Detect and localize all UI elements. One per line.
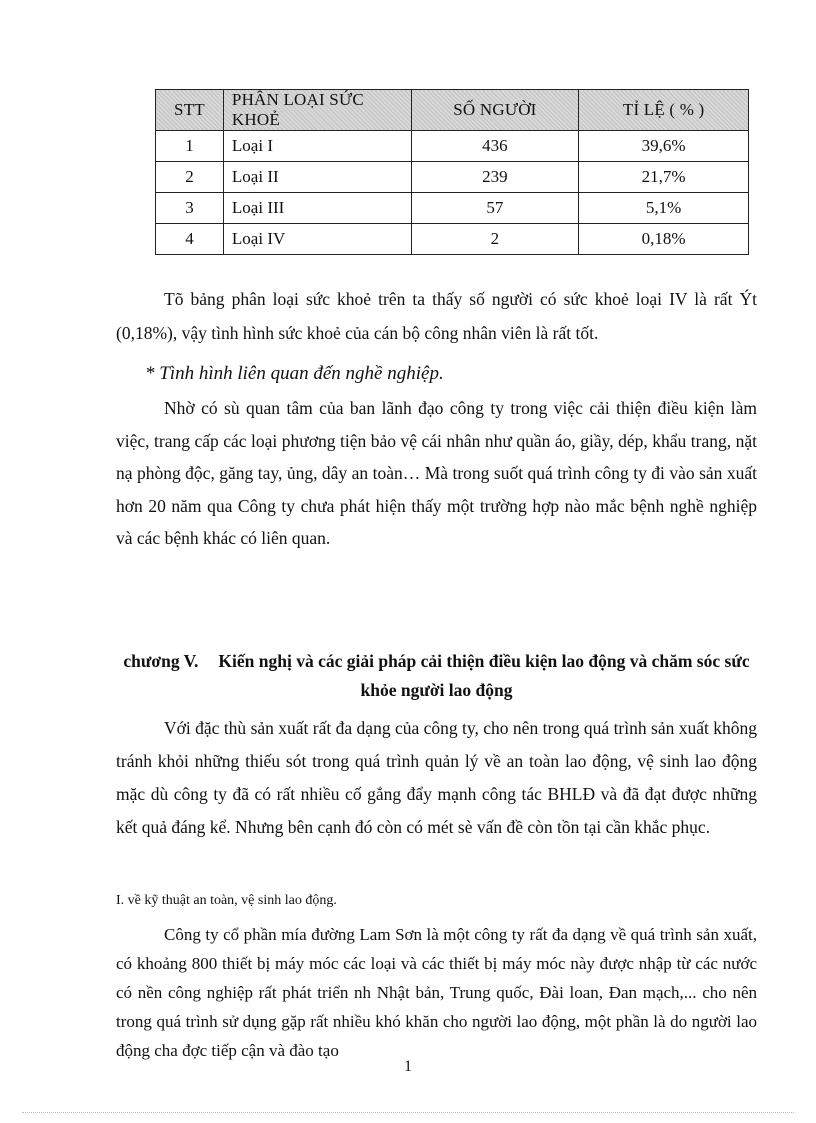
cell-rate: 21,7% <box>579 162 749 193</box>
cell-count: 436 <box>411 131 579 162</box>
health-classification-table <box>155 89 749 255</box>
cell-rate: 5,1% <box>579 193 749 224</box>
cell-count: 2 <box>411 224 579 255</box>
company-paragraph: Công ty cổ phần mía đường Lam Sơn là một công ty rất đa dạng về quá trình sản xuất, có khoảng 800 thiết bị máy móc các loại và các thiết bị máy móc này được nhập từ các nước có nền công nghiệp rất phát triển nh Nhật bản, Trung quốc, Đài loan, Đan mạch,... cho nên trong quá trình sử dụng gặp rất nhiều khó khăn cho người lao động, một phần là do người lao động cha đợc tiếp cận và đào tạo <box>116 925 757 1060</box>
cell-category: Loại IV <box>223 224 411 255</box>
cell-category: Loại III <box>223 193 411 224</box>
cell-stt: 3 <box>156 193 224 224</box>
header-category: PHÂN LOẠI SỨC KHOẺ <box>223 90 411 131</box>
health-summary-paragraph: Tõ bảng phân loại sức khoẻ trên ta thấy số người có sức khoẻ loại IV là rất Ýt (0,18%), vậy tình hình sức khoẻ của cán bộ công nhân viên là rất tốt. <box>116 289 757 343</box>
table-row <box>156 162 749 193</box>
table-row <box>156 131 749 162</box>
table-header-row <box>156 90 749 131</box>
cell-stt: 4 <box>156 224 224 255</box>
cell-rate: 39,6% <box>579 131 749 162</box>
header-stt: STT <box>156 90 224 131</box>
page-number: 1 <box>404 1058 412 1075</box>
header-count: SỐ NGƯỜI <box>411 90 579 131</box>
cell-stt: 2 <box>156 162 224 193</box>
chapter-heading <box>116 647 757 705</box>
section-heading: I. về kỹ thuật an toàn, vệ sinh lao động. <box>116 893 337 908</box>
chapter-title: Kiến nghị và các giải pháp cải thiện điều kiện lao động và chăm sóc sức khỏe người lao động <box>218 651 750 700</box>
cell-stt: 1 <box>156 131 224 162</box>
cell-count: 57 <box>411 193 579 224</box>
cell-category: Loại I <box>223 131 411 162</box>
cell-count: 239 <box>411 162 579 193</box>
header-rate: TỈ LỆ ( % ) <box>579 90 749 131</box>
chapter-number: chương V. <box>123 651 199 671</box>
cell-category: Loại II <box>223 162 411 193</box>
cell-rate: 0,18% <box>579 224 749 255</box>
footer-divider <box>22 1112 794 1113</box>
occupational-paragraph: Nhờ có sù quan tâm của ban lãnh đạo công ty trong việc cải thiện điều kiện làm việc, trang cấp các loại phương tiện bảo vệ cái nhân như quần áo, giầy, dép, khẩu trang, nặt nạ phòng độc, găng tay, ủng, dây an toàn… Mà trong suốt quá trình công ty đi vào sản xuất hơn 20 năm qua Công ty chưa phát hiện thấy một trường hợp nào mắc bệnh nghề nghiệp và các bệnh khác có liên quan. <box>116 398 757 548</box>
table-row <box>156 224 749 255</box>
chapter-intro-paragraph: Với đặc thù sản xuất rất đa dạng của công ty, cho nên trong quá trình sản xuất không tránh khỏi những thiếu sót trong quá trình quản lý về an toàn lao động, vệ sinh lao động mặc dù công ty đã có rất nhiều cố gắng đẩy mạnh công tác BHLĐ và đã đạt được những kết quả đáng kể. Nhưng bên cạnh đó còn có mét sè vấn đề còn tồn tại cần khắc phục. <box>116 718 757 837</box>
table-row <box>156 193 749 224</box>
occupational-heading: * Tình hình liên quan đến nghề nghiệp. <box>145 363 444 384</box>
